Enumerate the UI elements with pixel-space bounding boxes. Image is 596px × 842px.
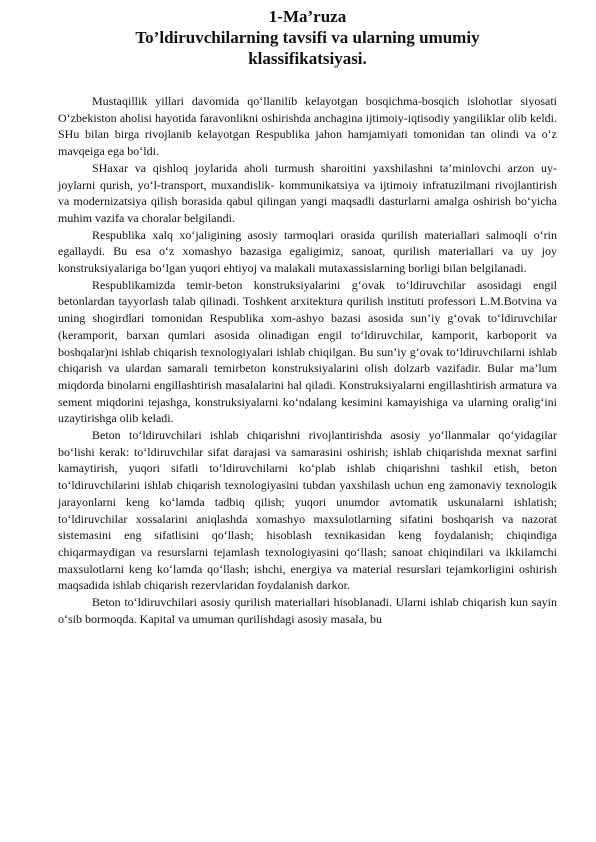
paragraph: Mustaqillik yillari davomida qo‘llanilib kelayotgan bosqichma-bosqich islohotlar siyosati O‘zbekiston aholisi hayotida faravonlikni oshirishda anchagina ijtimoiy-iqtisodiy yangiliklar olib keldi. SHu bilan birga rivojlanib kelayotgan Respublika jahon hamjamiyati tomonidan tan olindi va o‘z mavqeiga ega bo‘ldi. (58, 94, 557, 159)
lecture-title-line-2: klassifikatsiyasi. (248, 49, 367, 68)
paragraph: Beton to‘ldiruvchilari ishlab chiqarishni rivojlantirishda asosiy yo‘llanmalar qo‘yidagilar bo‘lishi kerak: to‘ldiruvchilar sifat darajasi va samarasini oshirish; ishlab chiqarishda mexnat sarfini kamaytirish, yuqori sifatli to‘ldiruvchilarni ko‘plab ishlab chiqarishni tashkil etish, beton to‘ldiruvchilarini ishlab chiqarish texnologiyasini tubdan yaxshilash uchun eng zamonaviy texnologik jarayonlarni keng ko‘lamda tadbiq qilish; yuqori unumdor avtomatik uskunalarni ishlatish; to‘ldiruvchilar xossalarini aniqlashda xomashyo maxsulotlarning sifatini boshqarish va nazorat sistemasini eng sifatlisini qo‘llash; hisoblash texnikasidan keng foydalanish; chiqindiga chiqarmaydigan va resurslarni tejamlash texnologiyasini qo‘llash; sanoat chiqindilari va ikkilamchi maxsulotlarni keng ko‘lamda qo‘llash; ishchi, energiya va material resurslari tejamkorligini oshirish maqsadida ishlab chiqarish rezervlaridan foydalanish darkor. (58, 428, 557, 593)
title-spacer (58, 69, 557, 93)
lecture-title-line-1: To’ldiruvchilarning tavsifi va ularning umumiy (135, 28, 480, 47)
paragraph: Respublika xalq xo‘jaligining asosiy tarmoqlari orasida qurilish materiallari salmoqli o‘rin egallaydi. Bu esa o‘z xomashyo bazasiga egaligimiz, sanoat, qurilish materiallari va uy joy konstruksiyalariga bo‘lgan yuqori ehtiyoj va malakali mutaxassislarning borligi bilan belgilanadi. (58, 227, 557, 276)
paragraph: Respublikamizda temir-beton konstruksiyalarini g‘ovak to‘ldiruvchilar asosidagi engil betonlardan tayyorlash talab qilinadi. Toshkent arxitektura qurilish instituti professori L.M.Botvina va uning shogirdlari tomonidan Respublika xom-ashyo bazasi asosida sun’iy g‘ovak to‘ldiruvchilar (keramporit, barxan qumlari asosida olinadigan engil to‘ldiruvchilar, kamporit, karboporit va boshqalar)ni ishlab chiqarish texnologiyalari ishlab chiqilgan. Bu sun’iy g‘ovak to‘ldiruvchilarni ishlab chiqarish va ulardan samarali temirbeton konstruksiyalarini olish dolzarb vazifadir. Bular ma’lum miqdorda binolarni engillashtirish masalalarini hal qiladi. Konstruksiyalarni engillashtirish armatura va sement miqdorini tejashga, konstruksiyalarni ko‘ndalang kesimini kamayishiga va ularning oralig‘ini uzaytirishga olib keladi. (58, 277, 557, 426)
paragraph: SHaxar va qishloq joylarida aholi turmush sharoitini yaxshilashni ta’minlovchi arzon uy-joylarni qurish, yo‘l-transport, muxandislik- kommunikatsiya va ijtimoiy infratuzilmani rivojlantirish va modernizatsiya qilish borasida qabul qilingan yangi maqsadli dasturlarni amalga oshirish bo‘yicha muhim vazifa va choralar belgilandi. (58, 160, 557, 225)
lecture-number: 1-Ma’ruza (268, 7, 347, 26)
paragraph: Beton to‘ldiruvchilari asosiy qurilish materiallari hisoblanadi. Ularni ishlab chiqarish kun sayin o‘sib bormoqda. Kapital va umuman qurilishdagi asosiy masala, bu (58, 595, 557, 626)
